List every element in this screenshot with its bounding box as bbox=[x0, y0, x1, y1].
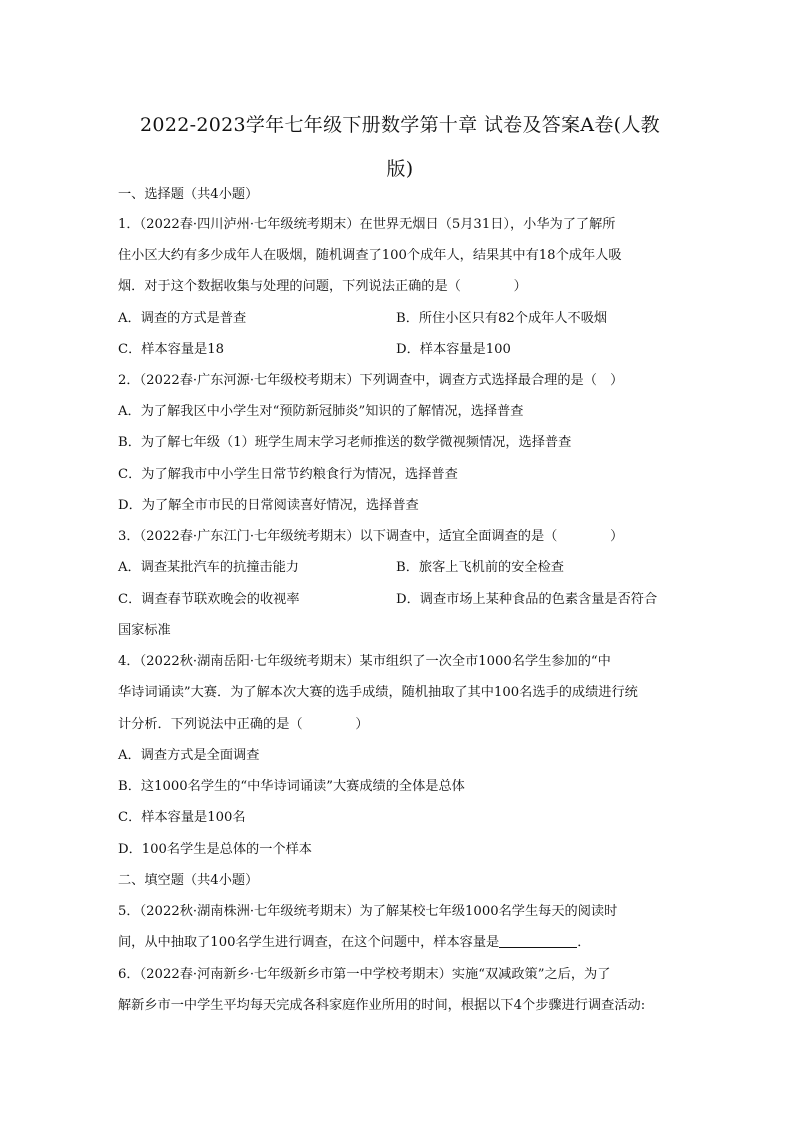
q3-option-d: D．调查市场上某种食品的色素含量是否符合 bbox=[396, 592, 658, 607]
q5-stem-line-2 bbox=[118, 934, 590, 952]
q4-stem-line-2: 华诗词诵读”大赛．为了解本次大赛的选手成绩，随机抽取了其中100名选手的成绩进行统 bbox=[118, 685, 638, 700]
q1-stem-line-2: 住小区大约有多少成年人在吸烟，随机调查了100个成年人，结果其中有18个成年人吸 bbox=[118, 248, 622, 263]
q4-option-a: A．调查方式是全面调查 bbox=[118, 748, 260, 763]
q1-stem-line-1: 1．（2022春·四川泸州·七年级统考期末）在世界无烟日（5月31日），小华为了了解所 bbox=[118, 217, 616, 232]
q2-option-d: D．为了解全市市民的日常阅读喜好情况，选择普查 bbox=[118, 498, 419, 513]
q4-option-c: C．样本容量是100名 bbox=[118, 810, 246, 825]
title-line-2: 版) bbox=[386, 158, 414, 180]
document-title bbox=[110, 103, 690, 191]
q3-stem-line-1: 3．（2022春·广东江门·七年级统考期末）以下调查中，适宜全面调查的是（ ） bbox=[118, 529, 624, 544]
q6-stem-line-1: 6．（2022春·河南新乡·七年级新乡市第一中学校考期末）实施“双减政策”之后，为了 bbox=[118, 967, 611, 982]
q1-option-d: D．样本容量是100 bbox=[396, 342, 511, 357]
q1-option-a: A．调查的方式是普查 bbox=[118, 311, 247, 326]
title-line-1: 2022-2023学年七年级下册数学第十章 试卷及答案A卷(人教 bbox=[140, 114, 660, 136]
q3-option-b: B．旅客上飞机前的安全检查 bbox=[396, 560, 564, 575]
q4-option-d: D．100名学生是总体的一个样本 bbox=[118, 842, 312, 857]
q4-stem-line-3: 计分析．下列说法中正确的是（ ） bbox=[118, 717, 369, 732]
q3-option-c: C．调查春节联欢晚会的收视率 bbox=[118, 592, 300, 607]
q1-option-c: C．样本容量是18 bbox=[118, 342, 224, 357]
q2-option-a: A．为了解我区中小学生对“预防新冠肺炎”知识的了解情况，选择普查 bbox=[118, 404, 524, 419]
section-heading-fill: 二、填空题（共4小题） bbox=[118, 873, 259, 888]
q2-option-c: C．为了解我市中小学生日常节约粮食行为情况，选择普查 bbox=[118, 467, 458, 482]
q4-stem-line-1: 4．（2022秋·湖南岳阳·七年级统考期末）某市组织了一次全市1000名学生参加的“中 bbox=[118, 654, 611, 669]
q4-option-b: B．这1000名学生的“中华诗词诵读”大赛成绩的全体是总体 bbox=[118, 779, 465, 794]
q6-stem-line-2: 解新乡市一中学生平均每天完成各科家庭作业所用的时间，根据以下4个步骤进行调查活动: bbox=[118, 998, 646, 1013]
q5-stem-line-1: 5．（2022秋·湖南株洲·七年级统考期末）为了解某校七年级1000名学生每天的阅读时 bbox=[118, 904, 618, 919]
section-heading-choice: 一、选择题（共4小题） bbox=[118, 187, 259, 202]
q2-stem-line-1: 2．（2022春·广东河源·七年级校考期末）下列调查中，调查方式选择最合理的是（ ） bbox=[118, 373, 624, 388]
q5-answer-blank[interactable] bbox=[499, 934, 577, 948]
q1-stem-line-3: 烟．对于这个数据收集与处理的问题，下列说法正确的是（ ） bbox=[118, 279, 527, 294]
q5-stem-line-2-end: ． bbox=[577, 935, 591, 950]
q3-option-d-continued: 国家标准 bbox=[118, 623, 171, 638]
q1-option-b: B．所住小区只有82个成年人不吸烟 bbox=[396, 311, 608, 326]
q5-stem-line-2-text: 间，从中抽取了100名学生进行调查，在这个问题中，样本容量是 bbox=[118, 935, 500, 950]
q3-option-a: A．调查某批汽车的抗撞击能力 bbox=[118, 560, 299, 575]
q2-option-b: B．为了解七年级（1）班学生周末学习老师推送的数学微视频情况，选择普查 bbox=[118, 435, 572, 450]
